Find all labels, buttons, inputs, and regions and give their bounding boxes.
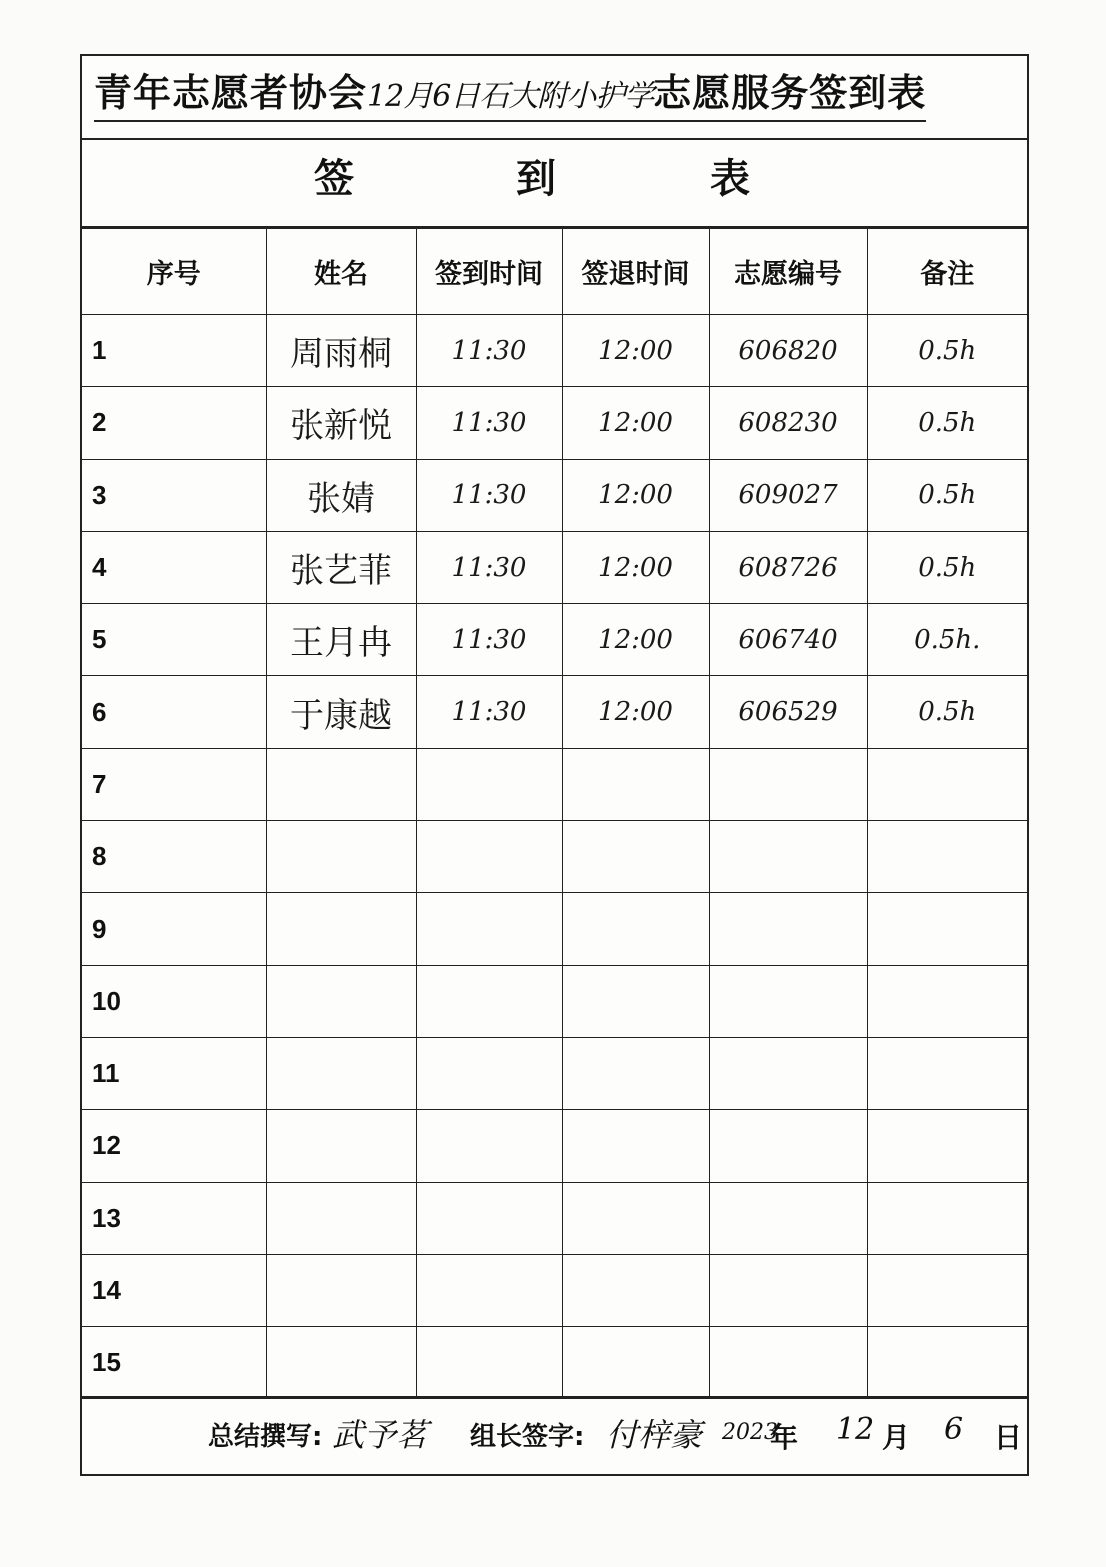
volunteer-id: 606529	[709, 676, 867, 748]
sign-in-time: 11:30	[416, 459, 562, 531]
table-row	[82, 387, 1027, 459]
header-char-2: 到	[516, 156, 556, 202]
date-day-value: 6	[944, 1412, 964, 1447]
sign-in-time	[416, 1110, 562, 1182]
volunteer-name	[266, 1110, 416, 1182]
note: 0.5h	[867, 315, 1027, 387]
date-month-value: 12	[836, 1412, 875, 1447]
sign-in-time	[416, 748, 562, 820]
sign-out-time	[562, 965, 709, 1037]
sign-out-time: 12:00	[562, 315, 709, 387]
sign-out-time	[562, 1182, 709, 1254]
volunteer-id	[709, 1254, 867, 1326]
sign-out-time	[562, 1254, 709, 1326]
sign-in-time: 11:30	[416, 531, 562, 603]
sign-in-time	[416, 1327, 562, 1399]
title-suffix: 志愿服务签到表	[653, 71, 927, 115]
sign-out-time	[562, 821, 709, 893]
table-row	[82, 1110, 1027, 1182]
table-row	[82, 965, 1027, 1037]
row-index: 5	[82, 604, 266, 676]
sign-in-table	[82, 228, 1027, 1399]
column-header-sign-out-time: 签退时间	[562, 229, 709, 315]
row-index: 15	[82, 1327, 266, 1399]
sign-out-time: 12:00	[562, 531, 709, 603]
volunteer-name	[266, 893, 416, 965]
header-char-3: 表	[710, 156, 750, 202]
table-row	[82, 315, 1027, 387]
row-index: 2	[82, 387, 266, 459]
sign-in-time	[416, 965, 562, 1037]
sign-in-time	[416, 1037, 562, 1109]
table-row	[82, 1254, 1027, 1326]
date-year-value: 2023	[722, 1420, 778, 1445]
row-index: 13	[82, 1182, 266, 1254]
sign-in-time: 11:30	[416, 676, 562, 748]
row-index: 11	[82, 1037, 266, 1109]
volunteer-id: 606740	[709, 604, 867, 676]
volunteer-id	[709, 893, 867, 965]
leader-signature: 付梓豪	[606, 1416, 703, 1454]
sign-out-time: 12:00	[562, 459, 709, 531]
sign-in-time	[416, 1254, 562, 1326]
note	[867, 1254, 1027, 1326]
table-row	[82, 676, 1027, 748]
sign-out-time	[562, 893, 709, 965]
date-day-unit: 日	[994, 1421, 1023, 1454]
sign-in-time	[416, 893, 562, 965]
volunteer-name	[266, 1327, 416, 1399]
row-index: 12	[82, 1110, 266, 1182]
volunteer-id: 609027	[709, 459, 867, 531]
volunteer-name: 张新悦	[266, 387, 416, 459]
row-index: 4	[82, 531, 266, 603]
volunteer-name: 于康越	[266, 676, 416, 748]
volunteer-id	[709, 1037, 867, 1109]
row-index: 10	[82, 965, 266, 1037]
volunteer-id	[709, 748, 867, 820]
volunteer-id: 608726	[709, 531, 867, 603]
table-row	[82, 748, 1027, 820]
title-prefix: 青年志愿者协会	[94, 71, 368, 115]
sign-out-time	[562, 1037, 709, 1109]
volunteer-name: 周雨桐	[266, 315, 416, 387]
table-row	[82, 893, 1027, 965]
note	[867, 1182, 1027, 1254]
sign-in-time: 11:30	[416, 387, 562, 459]
volunteer-name	[266, 1254, 416, 1326]
sign-in-time: 11:30	[416, 604, 562, 676]
volunteer-id	[709, 821, 867, 893]
table-row	[82, 821, 1027, 893]
table-row	[82, 1182, 1027, 1254]
volunteer-name	[266, 1182, 416, 1254]
note	[867, 748, 1027, 820]
date-month-unit: 月	[882, 1421, 911, 1454]
row-index: 7	[82, 748, 266, 820]
row-index: 8	[82, 821, 266, 893]
volunteer-id: 606820	[709, 315, 867, 387]
volunteer-id: 608230	[709, 387, 867, 459]
note: 0.5h	[867, 531, 1027, 603]
sign-in-sheet	[80, 54, 1029, 1476]
column-header-note: 备注	[867, 229, 1027, 315]
note	[867, 893, 1027, 965]
table-header-row	[82, 229, 1027, 315]
table-row	[82, 459, 1027, 531]
summary-writer-label: 总结撰写:	[208, 1422, 323, 1452]
volunteer-id	[709, 965, 867, 1037]
note: 0.5h	[867, 676, 1027, 748]
sign-out-time: 12:00	[562, 387, 709, 459]
note	[867, 1327, 1027, 1399]
note	[867, 1037, 1027, 1109]
table-row	[82, 604, 1027, 676]
volunteer-id	[709, 1110, 867, 1182]
sign-out-time	[562, 1110, 709, 1182]
table-row	[82, 531, 1027, 603]
leader-signature-label: 组长签字:	[470, 1422, 585, 1452]
column-header-volunteer-id: 志愿编号	[709, 229, 867, 315]
note: 0.5h	[867, 387, 1027, 459]
volunteer-name	[266, 1037, 416, 1109]
sign-out-time	[562, 1327, 709, 1399]
sign-out-time: 12:00	[562, 604, 709, 676]
column-header-index: 序号	[82, 229, 266, 315]
row-index: 9	[82, 893, 266, 965]
note	[867, 965, 1027, 1037]
column-header-sign-in-time: 签到时间	[416, 229, 562, 315]
sign-in-time: 11:30	[416, 315, 562, 387]
date-year-unit: 年	[770, 1421, 799, 1454]
volunteer-name	[266, 748, 416, 820]
volunteer-name: 张艺菲	[266, 531, 416, 603]
sheet-title	[94, 70, 926, 122]
note	[867, 1110, 1027, 1182]
volunteer-name	[266, 821, 416, 893]
column-header-name: 姓名	[266, 229, 416, 315]
note: 0.5h.	[867, 604, 1027, 676]
row-index: 3	[82, 459, 266, 531]
volunteer-id	[709, 1182, 867, 1254]
sign-in-time	[416, 1182, 562, 1254]
row-index: 6	[82, 676, 266, 748]
table-row	[82, 1037, 1027, 1109]
sign-in-time	[416, 821, 562, 893]
header-row	[82, 140, 1027, 228]
sign-out-time: 12:00	[562, 676, 709, 748]
volunteer-name: 张婧	[266, 459, 416, 531]
summary-writer-signature: 武予茗	[332, 1416, 429, 1454]
title-handwritten-event: 12月6日石大附小护学	[367, 79, 654, 114]
row-index: 14	[82, 1254, 266, 1326]
footer-row	[82, 1396, 1027, 1474]
table-row	[82, 1327, 1027, 1399]
title-row	[82, 56, 1027, 140]
note: 0.5h	[867, 459, 1027, 531]
volunteer-id	[709, 1327, 867, 1399]
header-char-1: 签	[314, 156, 354, 202]
row-index: 1	[82, 315, 266, 387]
note	[867, 821, 1027, 893]
volunteer-name: 王月冉	[266, 604, 416, 676]
volunteer-name	[266, 965, 416, 1037]
sign-out-time	[562, 748, 709, 820]
table-body	[82, 315, 1027, 1399]
